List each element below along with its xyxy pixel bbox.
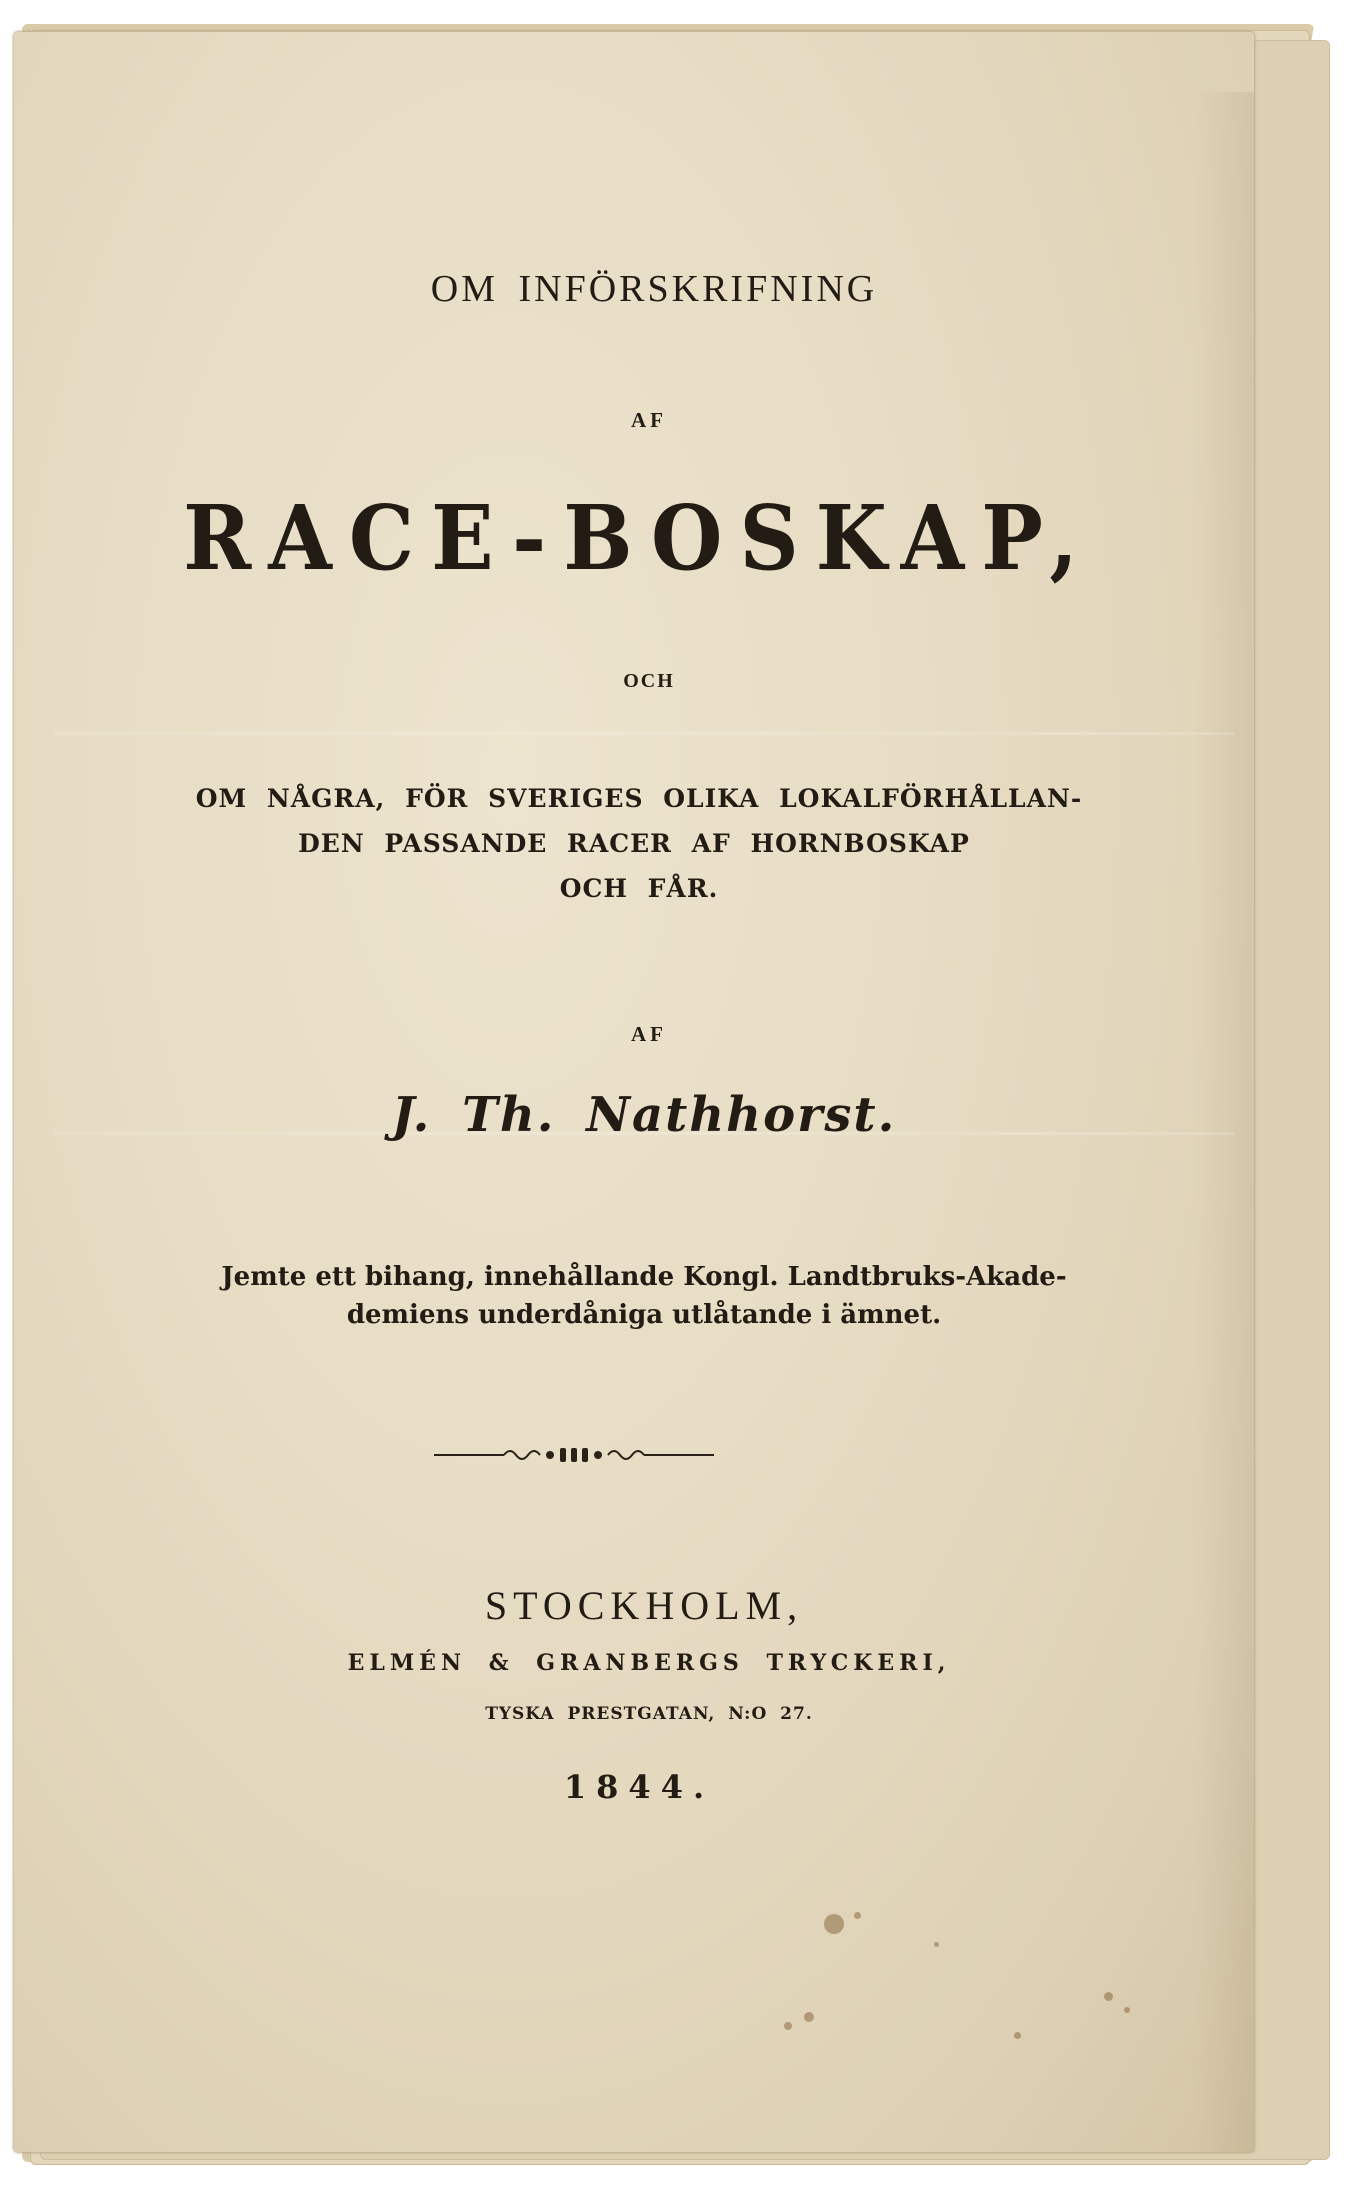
ornament-divider-icon [434,1440,714,1470]
af-line: AF [631,408,667,432]
imprint-year: 1844. [563,1768,715,1806]
subtitle-line: OM NÅGRA, FÖR SVERIGES OLIKA LOKALFÖRHÅLLAN- [195,784,1083,813]
author-name: J. Th. Nathhorst. [391,1087,897,1143]
foxing-stain [1104,1992,1113,2001]
note-line: demiens underdåniga utlåtande i ämnet. [346,1300,942,1330]
note-line: Jemte ett bihang, innehållande Kongl. Landtbruks-Akade- [221,1262,1067,1292]
af-line: AF [631,1022,667,1046]
title-line: OM INFÖRSKRIFNING [430,268,878,310]
foxing-stain [934,1942,939,1947]
imprint-address: TYSKA PRESTGATAN, N:O 27. [485,1704,813,1724]
foxing-stain [1124,2007,1130,2013]
foxing-stain [854,1912,861,1919]
och-line: OCH [623,670,675,692]
subtitle-line: DEN PASSANDE RACER AF HORNBOSKAP [298,829,970,858]
title-page [14,32,1254,2152]
subtitle-line: OCH FÅR. [559,874,719,903]
main-title: RACE-BOSKAP, [183,487,1095,591]
imprint-city: STOCKHOLM, [484,1583,804,1628]
foxing-stain [804,2012,814,2022]
foxing-stain [824,1914,844,1934]
imprint-printer: ELMÉN & GRANBERGS TRYCKERI, [347,1650,951,1676]
paper-crease [54,732,1234,735]
foxing-stain [784,2022,792,2030]
foxing-stain [1014,2032,1021,2039]
